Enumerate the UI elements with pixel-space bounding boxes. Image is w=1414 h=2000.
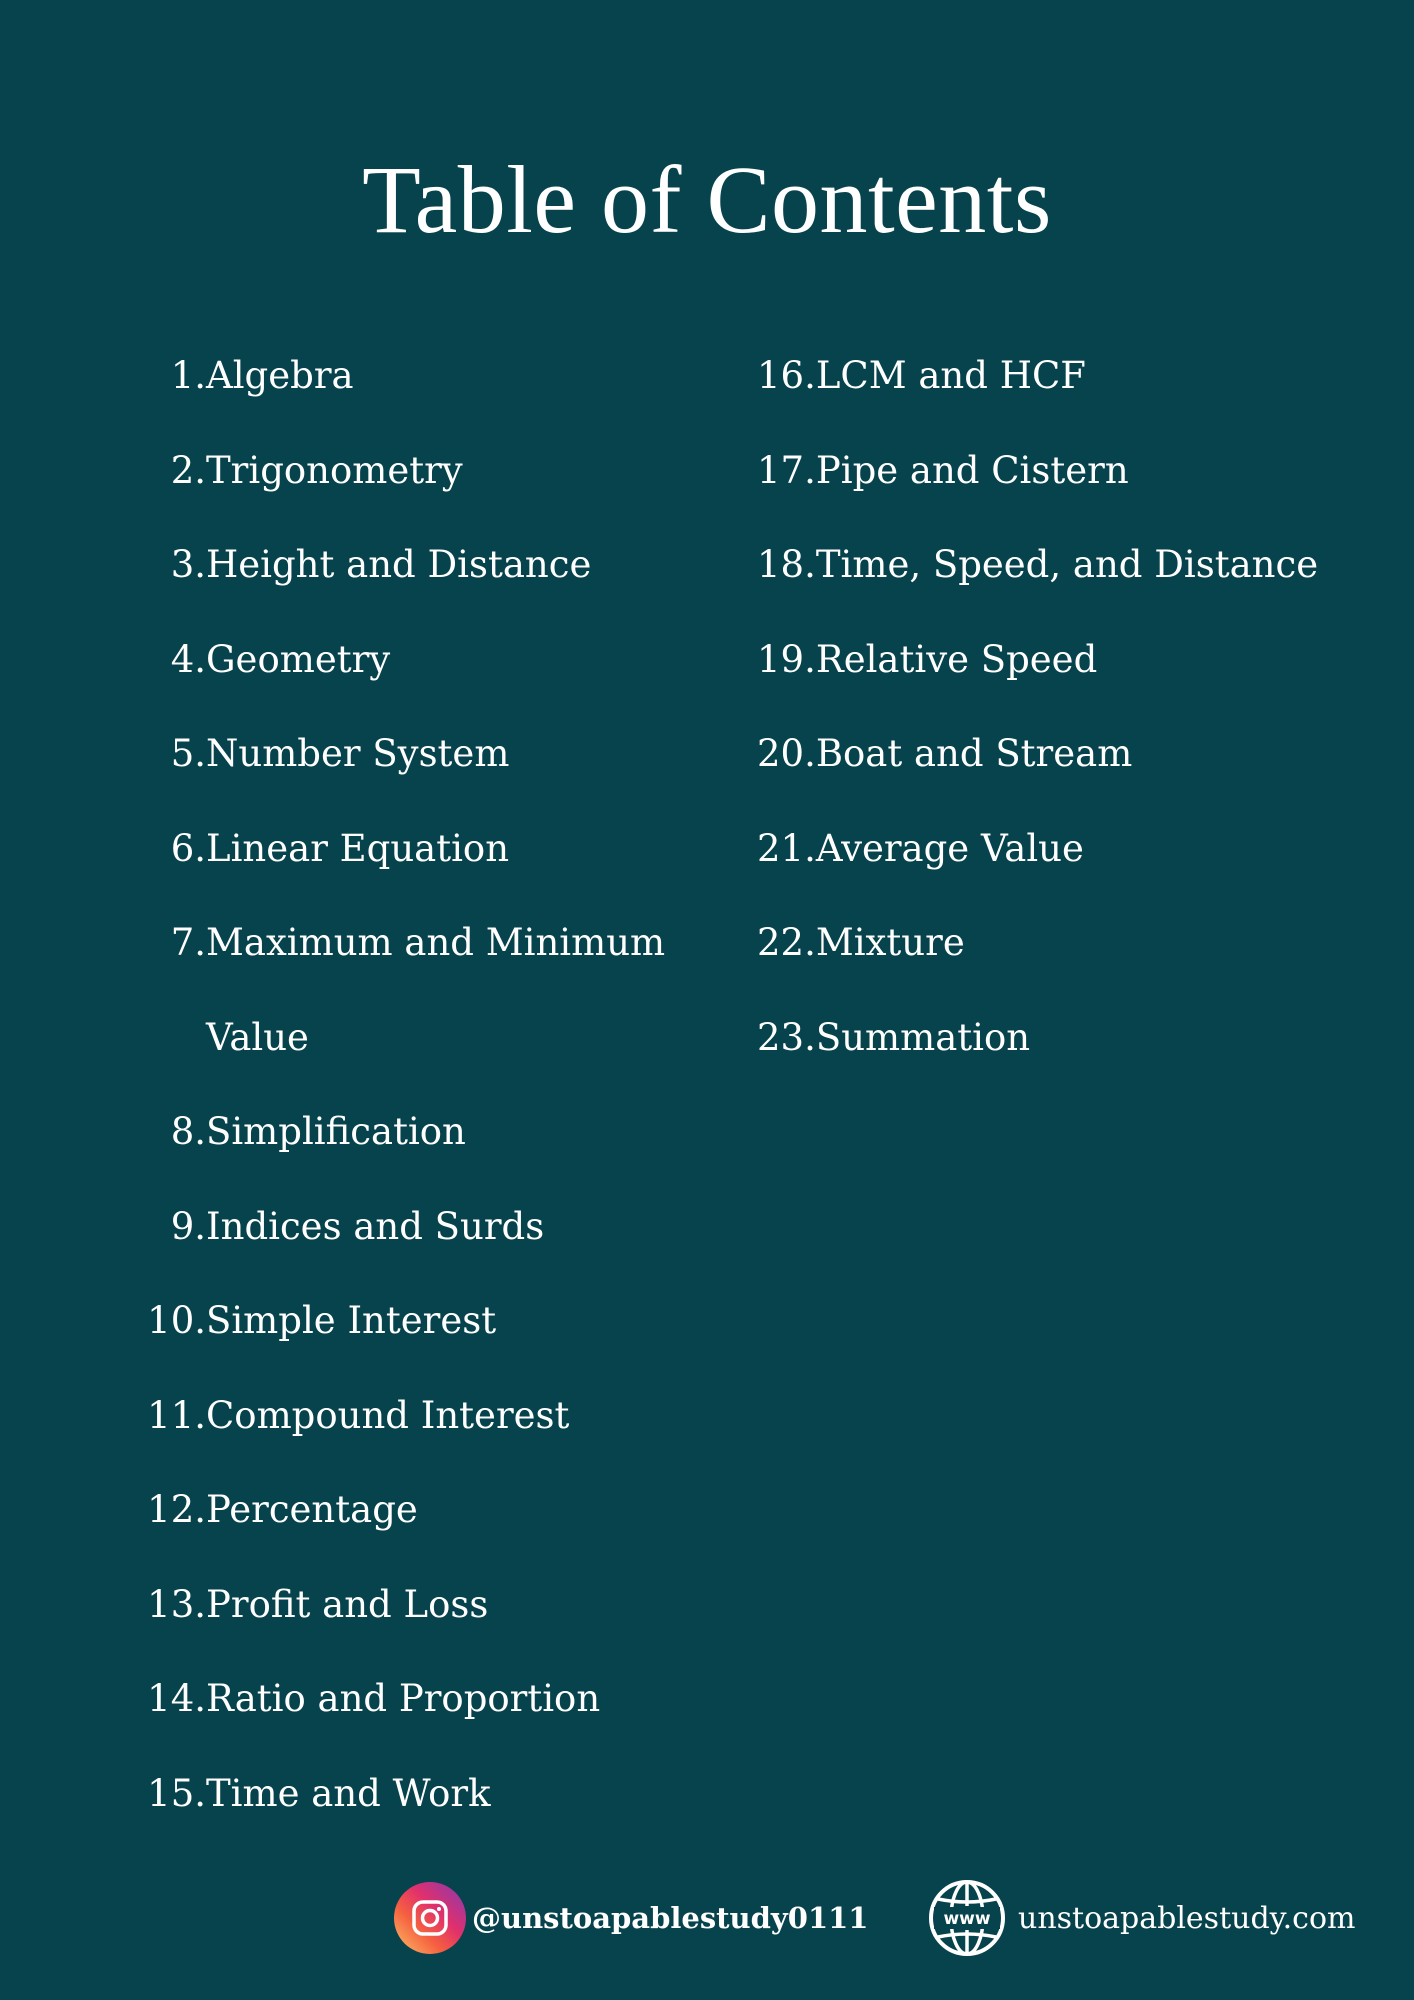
globe-www-icon [928,1879,1006,1957]
toc-item-9 [0,1180,740,1275]
toc-item-number: 12. [147,1488,206,1531]
toc-item-number: 3. [170,543,206,586]
toc-item-20: 20.Boat and Stream [757,732,1133,775]
toc-item-label: Geometry [206,637,391,681]
toc-item-13 [0,1558,740,1653]
toc-item-2 [0,424,740,519]
instagram-footer[interactable] [394,1880,868,1956]
toc-item-label: Indices and Surds [206,1204,545,1248]
toc-item-label: Profit and Loss [206,1582,489,1626]
toc-item-label: Number System [206,732,510,775]
toc-item-22: 22.Mixture [757,921,965,964]
toc-item-number: 2. [170,448,206,492]
toc-item-8 [0,1085,740,1180]
toc-item-label: Algebra [206,354,354,397]
toc-item-number: 10. [147,1299,206,1342]
toc-item-label: Simplification [206,1110,466,1153]
toc-item-number: 14. [147,1677,206,1720]
toc-right-column [757,329,1407,1085]
toc-item-23: 23.Summation [757,1015,1031,1059]
toc-item-12 [0,1463,740,1558]
toc-item-number: 5. [170,732,206,775]
toc-item-label: Percentage [206,1488,418,1531]
toc-item-21: 21.Average Value [757,826,1084,870]
toc-item-number: 1. [170,354,206,397]
www-icon-text: www [943,1909,991,1929]
toc-item-5 [0,707,740,802]
toc-item-17: 17.Pipe and Cistern [757,448,1129,492]
toc-item-3 [0,518,740,613]
toc-item-number: 6. [170,826,206,870]
toc-item-10 [0,1274,740,1369]
toc-item-number: 8. [170,1110,206,1153]
toc-item-label: Linear Equation [206,826,510,870]
toc-item-number: 9. [170,1204,206,1248]
page-title: Table of Contents [362,146,1052,253]
toc-left-column [0,329,740,1841]
toc-item-label: Trigonometry [206,448,463,492]
toc-item-label: Compound Interest [206,1393,570,1437]
toc-item-number: 4. [170,637,206,681]
toc-item-label: Ratio and Proportion [206,1677,601,1720]
toc-item-18: 18.Time, Speed, and Distance [757,543,1319,586]
toc-item-1 [0,329,740,424]
toc-item-label: Maximum and Minimum Value [206,921,666,1059]
website-footer[interactable] [928,1880,1355,1956]
toc-item-label: Time and Work [206,1771,491,1815]
website-link[interactable]: unstoapablestudy.com [1018,1900,1356,1936]
toc-item-15 [0,1747,740,1842]
instagram-icon [394,1882,466,1954]
instagram-handle[interactable]: @unstoapablestudy0111 [472,1901,869,1935]
toc-item-label: Simple Interest [206,1299,497,1342]
toc-item-7 [0,896,740,1085]
toc-item-6 [0,802,740,897]
toc-item-label: Height and Distance [206,543,592,586]
toc-item-4 [0,613,740,708]
toc-item-14 [0,1652,740,1747]
toc-item-number: 11. [147,1393,206,1437]
toc-item-11 [0,1369,740,1464]
toc-item-number: 7. [170,921,206,964]
toc-item-16: 16.LCM and HCF [757,354,1086,397]
toc-item-number: 13. [147,1582,206,1626]
toc-item-number: 15. [147,1771,206,1815]
toc-item-19: 19.Relative Speed [757,637,1098,681]
